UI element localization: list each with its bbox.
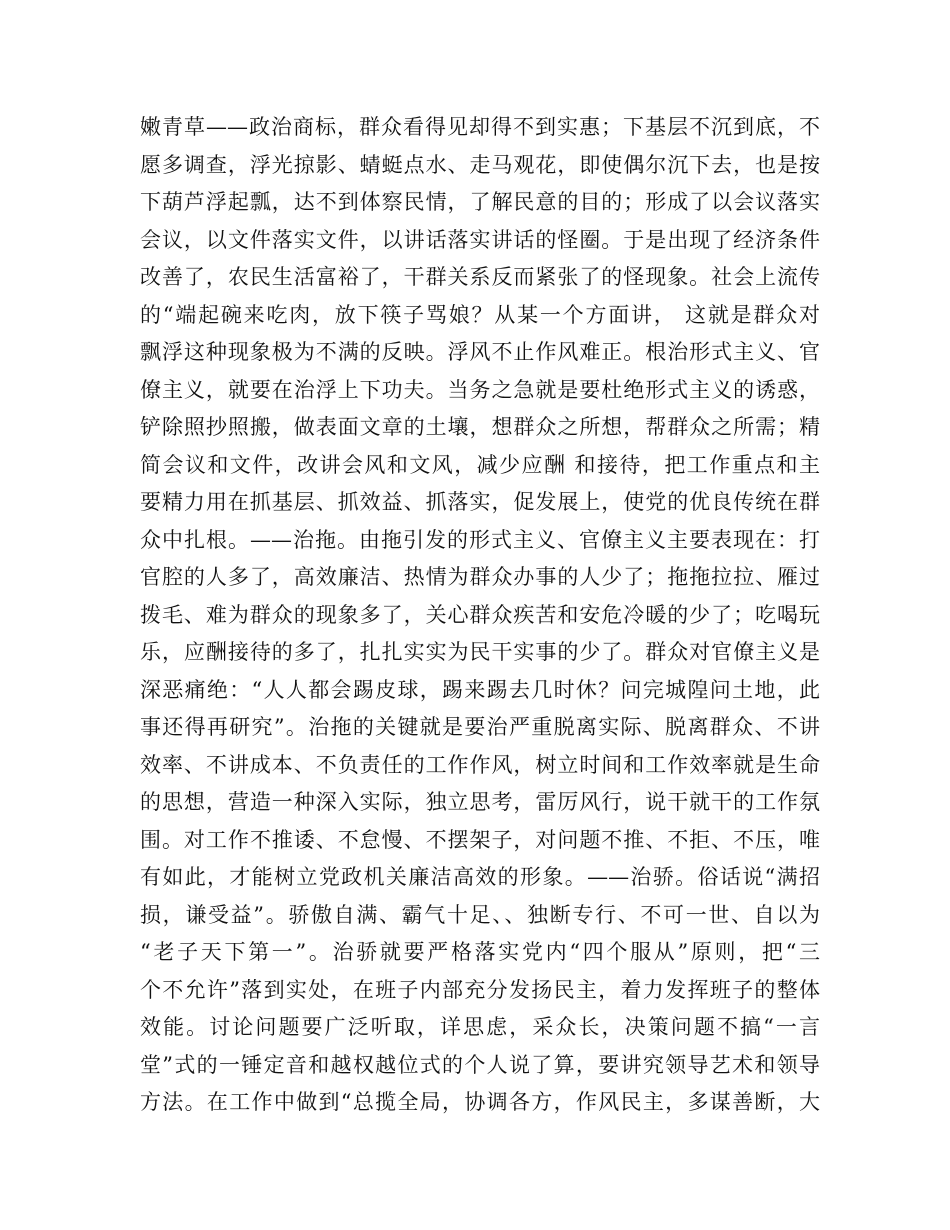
- text-line-14: 拨毛、难为群众的现象多了，关心群众疾苦和安危冷暖的少了；吃喝玩: [140, 602, 820, 627]
- text-line-15: 乐，应酬接待的多了，扎扎实实为民干实事的少了。群众对官僚主义是: [140, 640, 820, 664]
- body-paragraph: [140, 109, 820, 1122]
- text-line-20: 围。对工作不推诿、不怠慢、不摆架子，对问题不推、不拒、不压，唯: [140, 827, 820, 852]
- text-line-24: 个不允许”落到实处，在班子内部充分发扬民主，着力发挥班子的整体: [140, 977, 820, 1002]
- text-line-26: 堂”式的一锤定音和越权越位式的个人说了算，要讲究领导艺术和领导: [140, 1052, 820, 1077]
- text-line-9: 铲除照抄照搬，做表面文章的土壤，想群众之所想，帮群众之所需；精: [140, 415, 820, 439]
- text-line-7: 飘浮这种现象极为不满的反映。浮风不止作风难正。根治形式主义、官: [140, 340, 820, 364]
- text-line-11: 要精力用在抓基层、抓效益、抓落实，促发展上，使党的优良传统在群: [140, 490, 820, 514]
- text-line-18: 效率、不讲成本、不负责任的工作作风，树立时间和工作效率就是生命: [140, 752, 820, 777]
- text-line-8: 僚主义，就要在治浮上下功夫。当务之急就是要杜绝形式主义的诱惑，: [140, 377, 820, 402]
- text-line-16: 深恶痛绝：“人人都会踢皮球，踢来踢去几时休？问完城隍问土地，此: [140, 677, 820, 702]
- text-line-22: 损，谦受益”。骄傲自满、霸气十足、、独断专行、不可一世、自以为: [140, 902, 820, 927]
- text-line-1: 嫩青草——政治商标，群众看得见却得不到实惠；下基层不沉到底，不: [140, 115, 820, 139]
- text-line-25: 效能。讨论问题要广泛听取，详思虑，采众长，决策问题不搞“一言: [140, 1015, 820, 1039]
- text-line-3: 下葫芦浮起瓢，达不到体察民情，了解民意的目的；形成了以会议落实: [140, 190, 820, 214]
- text-line-27: 方法。在工作中做到“总揽全局，协调各方，作风民主，多谋善断，大: [140, 1090, 820, 1114]
- text-line-6: 的“端起碗来吃肉，放下筷子骂娘？从某一个方面讲， 这就是群众对: [140, 302, 820, 327]
- text-line-5: 改善了，农民生活富裕了，干群关系反而紧张了的怪现象。社会上流传: [140, 265, 820, 289]
- text-line-19: 的思想，营造一种深入实际，独立思考，雷厉风行，说干就干的工作氛: [140, 790, 820, 814]
- text-line-13: 官腔的人多了，高效廉洁、热情为群众办事的人少了；拖拖拉拉、雁过: [140, 565, 820, 589]
- text-line-12: 众中扎根。——治拖。由拖引发的形式主义、官僚主义主要表现在：打: [140, 527, 820, 552]
- text-line-4: 会议，以文件落实文件，以讲话落实讲话的怪圈。于是出现了经济条件: [140, 227, 820, 252]
- text-line-23: “老子天下第一”。治骄就要严格落实党内“四个服从”原则，把“三: [140, 940, 820, 964]
- text-line-21: 有如此，才能树立党政机关廉洁高效的形象。——治骄。俗话说“满招: [140, 865, 820, 889]
- text-line-10: 简会议和文件，改讲会风和文风，减少应酬 和接待，把工作重点和主: [140, 452, 820, 477]
- text-line-2: 愿多调查，浮光掠影、蜻蜓点水、走马观花，即使偶尔沉下去，也是按: [140, 152, 820, 177]
- text-line-17: 事还得再研究”。治拖的关键就是要治严重脱离实际、脱离群众、不讲: [140, 715, 820, 739]
